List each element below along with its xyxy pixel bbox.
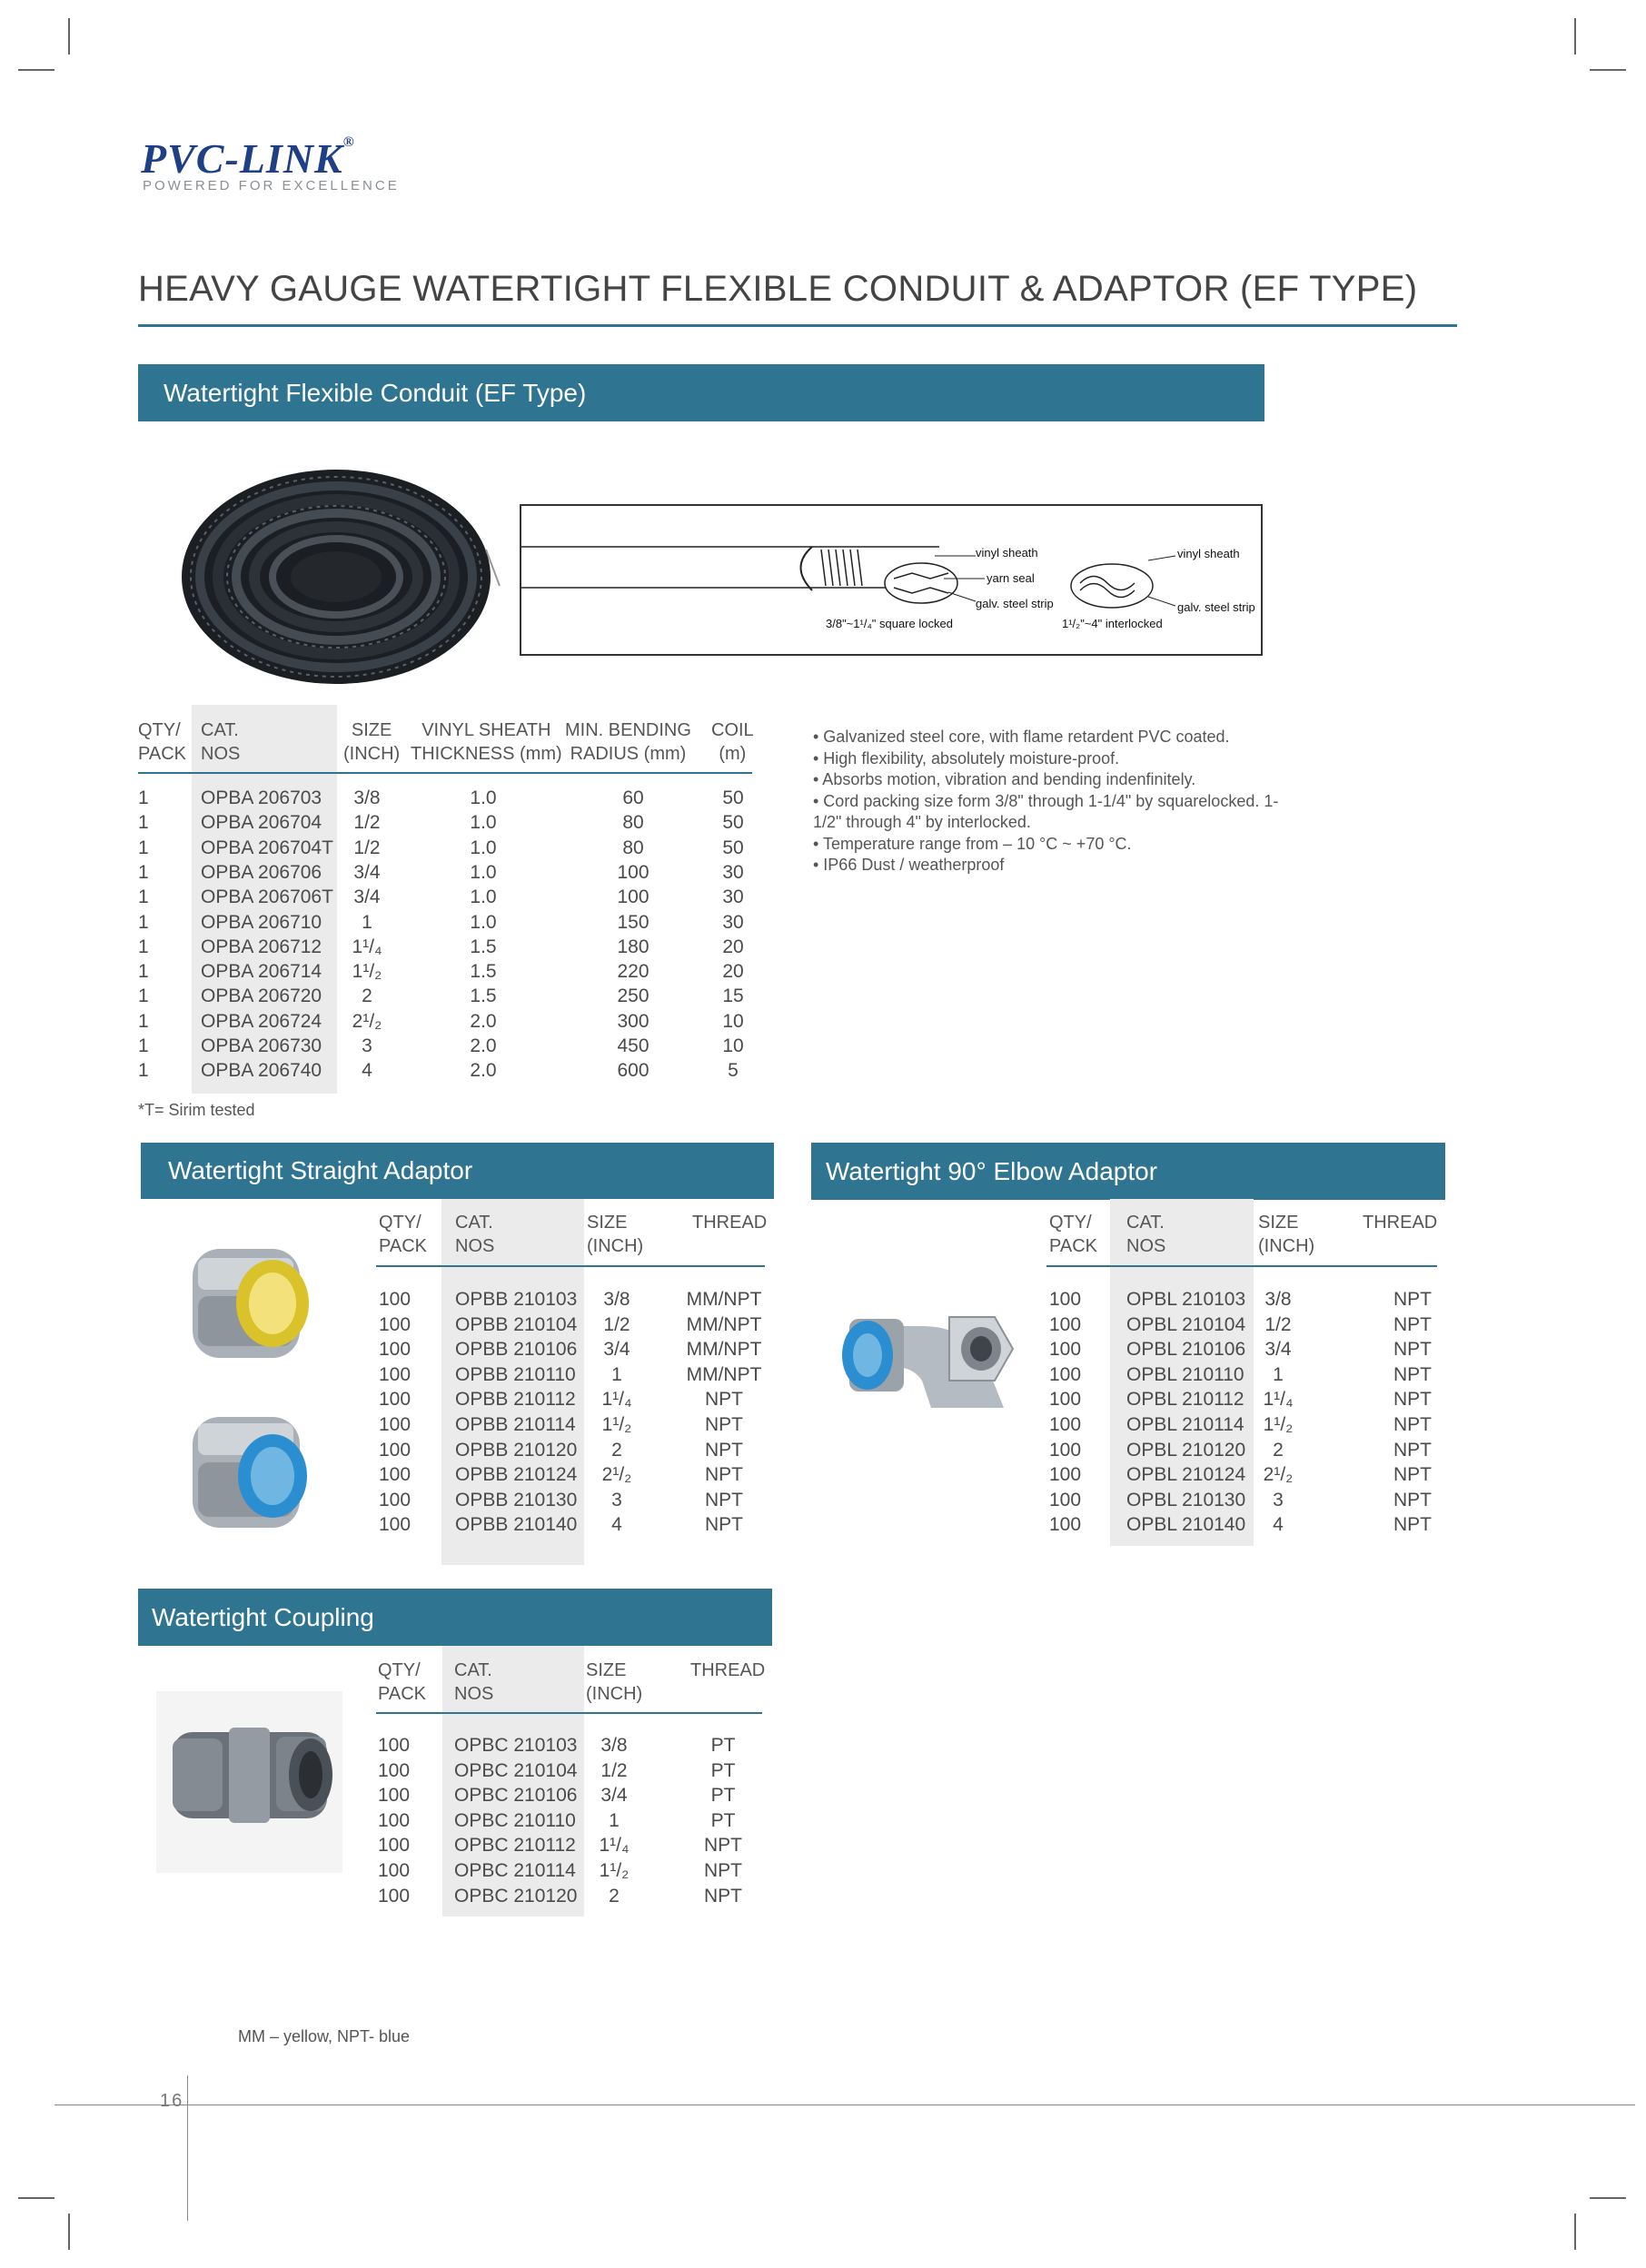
cell-thread: NPT <box>1393 1339 1432 1361</box>
cell-cat: OPBB 210106 <box>455 1339 578 1361</box>
cell-thread: MM/NPT <box>686 1363 762 1385</box>
cell-cat: OPBA 206730 <box>201 1035 322 1056</box>
col-header-bend: MIN. BENDING RADIUS (mm) <box>565 720 691 764</box>
cell-cat: OPBA 206704 <box>201 812 322 834</box>
cell-vinyl: 1.0 <box>470 886 497 908</box>
cell-vinyl: 1.0 <box>470 861 497 883</box>
cell-size: 3/4 <box>600 1785 628 1807</box>
cell-size: 1¹/₄ <box>599 1835 630 1857</box>
cell-bend: 150 <box>617 911 649 933</box>
cell-size: 3/8 <box>353 787 381 808</box>
cell-coil: 5 <box>728 1060 739 1082</box>
col-header-thread: THREAD <box>1363 1213 1438 1233</box>
cell-qty: 100 <box>1049 1289 1082 1310</box>
diagram-label: vinyl sheath <box>1177 547 1240 560</box>
cell-thread: NPT <box>705 1489 743 1510</box>
cell-size: 4 <box>611 1514 622 1536</box>
cell-vinyl: 1.0 <box>470 837 497 858</box>
cell-cat: OPBA 206704T <box>201 837 333 858</box>
cell-size: 1/2 <box>1264 1313 1292 1335</box>
cell-qty: 1 <box>138 936 149 957</box>
cell-size: 3/4 <box>353 886 381 908</box>
cell-thread: PT <box>710 1785 736 1807</box>
cell-qty: 100 <box>378 1835 411 1857</box>
cell-qty: 100 <box>379 1464 412 1486</box>
cell-cat: OPBL 210114 <box>1126 1414 1244 1435</box>
cell-thread: NPT <box>1393 1514 1432 1536</box>
cell-size: 3/8 <box>600 1735 628 1756</box>
diagram-label: vinyl sheath <box>976 546 1038 560</box>
cell-coil: 30 <box>722 911 744 933</box>
cell-thread: NPT <box>1393 1313 1432 1335</box>
page-number: 16 <box>160 2091 184 2111</box>
cell-size: 1¹/₂ <box>599 1860 630 1881</box>
cell-cat: OPBC 210120 <box>454 1885 578 1907</box>
col-header-vinyl: VINYL SHEATH THICKNESS (mm) <box>411 720 562 764</box>
crop-mark <box>1574 18 1576 54</box>
cell-qty: 100 <box>1049 1489 1082 1510</box>
cell-vinyl: 1.5 <box>470 985 497 1007</box>
cell-size: 3 <box>1273 1489 1284 1510</box>
cell-qty: 1 <box>138 1060 149 1082</box>
col-header-qty: QTY/ PACK <box>379 1213 427 1256</box>
cell-size: 3/8 <box>603 1289 630 1310</box>
cell-size: 1¹/₂ <box>601 1414 632 1435</box>
cell-qty: 1 <box>138 1010 149 1032</box>
footer-vertical-rule <box>187 2075 188 2221</box>
table-header-rule <box>376 1712 762 1714</box>
cell-thread: NPT <box>1393 1389 1432 1411</box>
feature-item: • Galvanized steel core, with flame retardent PVC coated. <box>813 728 1230 746</box>
cell-size: 1¹/₂ <box>352 961 382 983</box>
cell-bend: 100 <box>617 861 649 883</box>
col-header-size: SIZE (INCH) <box>1258 1213 1315 1256</box>
straight-table-body <box>379 1289 778 1543</box>
color-note: MM – yellow, NPT- blue <box>238 2027 411 2045</box>
feature-item: • Temperature range from – 10 °C ~ +70 °C. <box>813 834 1132 853</box>
cell-size: 1 <box>362 911 372 933</box>
cell-coil: 10 <box>722 1010 744 1032</box>
cell-qty: 100 <box>1049 1414 1082 1435</box>
cell-cat: OPBA 206703 <box>201 787 322 808</box>
coupling-table-body <box>378 1735 778 1916</box>
col-header-size: SIZE (INCH) <box>587 1213 644 1256</box>
cell-size: 1/2 <box>600 1759 628 1781</box>
cell-thread: MM/NPT <box>686 1339 762 1361</box>
cell-thread: NPT <box>705 1464 743 1486</box>
cell-size: 1¹/₂ <box>1263 1414 1294 1435</box>
cell-size: 2¹/₂ <box>1263 1464 1294 1486</box>
crop-mark <box>68 2214 70 2250</box>
cell-coil: 50 <box>722 812 744 834</box>
col-header-qty: QTY/ PACK <box>138 720 186 764</box>
cell-cat: OPBC 210112 <box>454 1835 576 1857</box>
cell-bend: 250 <box>617 985 649 1007</box>
table-header-rule <box>1046 1265 1437 1267</box>
conduit-table-body <box>138 787 756 1087</box>
diagram-label: galv. steel strip <box>1177 600 1255 614</box>
cell-qty: 100 <box>1049 1439 1082 1461</box>
cell-qty: 100 <box>378 1785 411 1807</box>
cell-thread: NPT <box>705 1414 743 1435</box>
cell-qty: 100 <box>378 1885 411 1907</box>
cell-coil: 20 <box>722 936 744 957</box>
cell-thread: NPT <box>705 1389 743 1411</box>
col-header-cat: CAT. NOS <box>1126 1213 1166 1256</box>
diagram-label: galv. steel strip <box>976 597 1054 610</box>
cell-qty: 100 <box>379 1489 412 1510</box>
cell-size: 1/2 <box>603 1313 630 1335</box>
cell-qty: 100 <box>378 1759 411 1781</box>
cell-qty: 1 <box>138 812 149 834</box>
diagram-caption: 3/8"~1¹/₄" square locked <box>826 617 953 630</box>
cell-thread: PT <box>710 1735 736 1756</box>
cell-qty: 1 <box>138 1035 149 1056</box>
cell-cat: OPBA 206714 <box>201 961 322 983</box>
section-heading-conduit: Watertight Flexible Conduit (EF Type) <box>138 364 1264 421</box>
cell-vinyl: 1.5 <box>470 936 497 957</box>
cell-cat: OPBB 210112 <box>455 1389 576 1411</box>
cell-vinyl: 1.0 <box>470 787 497 808</box>
feature-item: • Absorbs motion, vibration and bending indenfinitely. <box>813 770 1196 788</box>
cell-thread: NPT <box>1393 1414 1432 1435</box>
cell-qty: 1 <box>138 861 149 883</box>
straight-adaptor-yellow-image <box>182 1233 316 1369</box>
cell-thread: NPT <box>1393 1464 1432 1486</box>
cell-thread: MM/NPT <box>686 1289 762 1310</box>
footnote: *T= Sirim tested <box>138 1101 255 1119</box>
cell-size: 3 <box>611 1489 622 1510</box>
cell-size: 3/4 <box>1264 1339 1292 1361</box>
cell-vinyl: 2.0 <box>470 1060 497 1082</box>
cell-cat: OPBL 210130 <box>1126 1489 1246 1510</box>
cell-size: 2 <box>1273 1439 1284 1461</box>
cell-size: 1¹/₄ <box>601 1389 632 1411</box>
col-header-qty: QTY/ PACK <box>1049 1213 1097 1256</box>
cell-cat: OPBL 210140 <box>1126 1514 1246 1536</box>
feature-item: • Cord packing size form 3/8" through 1-1/4" by squarelocked. 1-1/2" through 4" by interlocked. <box>813 791 1279 831</box>
cell-size: 2¹/₂ <box>601 1464 632 1486</box>
cell-cat: OPBB 210130 <box>455 1489 578 1510</box>
crop-mark <box>1574 2214 1576 2250</box>
cell-bend: 450 <box>617 1035 649 1056</box>
brand-tagline: POWERED FOR EXCELLENCE <box>143 178 400 193</box>
cell-size: 2 <box>611 1439 622 1461</box>
section-heading-coupling: Watertight Coupling <box>138 1589 772 1646</box>
cell-size: 1¹/₄ <box>1263 1389 1294 1411</box>
elbow-table-body <box>1049 1289 1449 1543</box>
cell-size: 1/2 <box>353 837 381 858</box>
elbow-adaptor-image <box>831 1299 1022 1417</box>
cell-size: 1 <box>609 1809 620 1831</box>
cell-qty: 100 <box>379 1313 412 1335</box>
cell-qty: 100 <box>1049 1339 1082 1361</box>
cell-qty: 100 <box>379 1389 412 1411</box>
cell-bend: 220 <box>617 961 649 983</box>
cell-qty: 100 <box>379 1439 412 1461</box>
section-heading-elbow: Watertight 90° Elbow Adaptor <box>811 1143 1445 1200</box>
cell-thread: NPT <box>705 1439 743 1461</box>
cell-thread: NPT <box>704 1835 742 1857</box>
cell-vinyl: 1.0 <box>470 911 497 933</box>
diagram-caption: 1¹/₂"~4" interlocked <box>1062 617 1163 630</box>
cell-vinyl: 1.5 <box>470 961 497 983</box>
cell-qty: 100 <box>1049 1313 1082 1335</box>
cell-cat: OPBL 210106 <box>1126 1339 1246 1361</box>
page-title: HEAVY GAUGE WATERTIGHT FLEXIBLE CONDUIT & ADAPTOR (EF TYPE) <box>138 269 1418 309</box>
cell-cat: OPBB 210140 <box>455 1514 578 1536</box>
conduit-coil-image <box>173 450 509 695</box>
cell-size: 1 <box>611 1363 622 1385</box>
cell-cat: OPBB 210103 <box>455 1289 578 1310</box>
cell-size: 2¹/₂ <box>352 1010 382 1032</box>
col-header-size: SIZE (INCH) <box>343 720 401 764</box>
cell-cat: OPBB 210120 <box>455 1439 578 1461</box>
crop-mark <box>18 69 55 71</box>
cell-thread: PT <box>710 1809 736 1831</box>
cell-qty: 100 <box>1049 1464 1082 1486</box>
cell-size: 1 <box>1273 1363 1284 1385</box>
diagram-label: yarn seal <box>987 571 1035 585</box>
cell-thread: NPT <box>705 1514 743 1536</box>
col-header-size: SIZE (INCH) <box>586 1660 643 1704</box>
cell-qty: 1 <box>138 787 149 808</box>
cell-thread: NPT <box>1393 1439 1432 1461</box>
conduit-cross-section-diagram <box>520 504 1263 656</box>
crop-mark <box>18 2197 55 2199</box>
brand-logo: PVC-LINK® <box>141 134 355 182</box>
cell-thread: NPT <box>1393 1289 1432 1310</box>
cell-qty: 100 <box>379 1514 412 1536</box>
cell-coil: 30 <box>722 886 744 908</box>
cell-vinyl: 2.0 <box>470 1010 497 1032</box>
table-header-rule <box>138 772 752 774</box>
cell-cat: OPBL 210104 <box>1126 1313 1246 1335</box>
cell-qty: 100 <box>1049 1514 1082 1536</box>
cell-thread: NPT <box>1393 1363 1432 1385</box>
cell-cat: OPBA 206706T <box>201 886 333 908</box>
cell-cat: OPBL 210124 <box>1126 1464 1246 1486</box>
cell-cat: OPBA 206724 <box>201 1010 322 1032</box>
cell-qty: 100 <box>379 1414 412 1435</box>
cell-size: 4 <box>362 1060 372 1082</box>
cell-bend: 60 <box>622 787 644 808</box>
cell-cat: OPBB 210110 <box>455 1363 576 1385</box>
cell-qty: 100 <box>378 1735 411 1756</box>
cell-cat: OPBB 210104 <box>455 1313 578 1335</box>
cell-cat: OPBA 206710 <box>201 911 322 933</box>
cell-size: 4 <box>1273 1514 1284 1536</box>
cell-vinyl: 1.0 <box>470 812 497 834</box>
cell-size: 1/2 <box>353 812 381 834</box>
col-header-cat: CAT. NOS <box>455 1213 495 1256</box>
cell-thread: NPT <box>1393 1489 1432 1510</box>
cell-coil: 30 <box>722 861 744 883</box>
cell-cat: OPBL 210120 <box>1126 1439 1246 1461</box>
cell-size: 3/8 <box>1264 1289 1292 1310</box>
cell-thread: NPT <box>704 1885 742 1907</box>
section-heading-straight: Watertight Straight Adaptor <box>141 1143 774 1199</box>
cell-cat: OPBC 210106 <box>454 1785 578 1807</box>
cell-coil: 20 <box>722 961 744 983</box>
cell-cat: OPBB 210124 <box>455 1464 578 1486</box>
cell-size: 1¹/₄ <box>352 936 382 957</box>
col-header-thread: THREAD <box>690 1660 766 1680</box>
straight-adaptor-blue-image <box>182 1403 316 1540</box>
cell-cat: OPBC 210104 <box>454 1759 578 1781</box>
cell-cat: OPBA 206720 <box>201 985 322 1007</box>
cell-size: 3 <box>362 1035 372 1056</box>
cell-cat: OPBA 206712 <box>201 936 322 957</box>
cell-coil: 10 <box>722 1035 744 1056</box>
cell-bend: 80 <box>622 837 644 858</box>
cell-cat: OPBL 210110 <box>1126 1363 1244 1385</box>
cell-size: 2 <box>609 1885 620 1907</box>
cell-qty: 100 <box>1049 1363 1082 1385</box>
feature-list <box>813 727 1285 876</box>
cell-qty: 1 <box>138 837 149 858</box>
crop-mark <box>68 18 70 54</box>
cell-bend: 80 <box>622 812 644 834</box>
col-header-coil: COIL (m) <box>711 720 754 764</box>
col-header-thread: THREAD <box>692 1213 768 1233</box>
cell-qty: 1 <box>138 911 149 933</box>
cell-qty: 1 <box>138 961 149 983</box>
cell-cat: OPBC 210114 <box>454 1860 576 1881</box>
cell-bend: 300 <box>617 1010 649 1032</box>
cell-qty: 1 <box>138 985 149 1007</box>
cell-size: 3/4 <box>603 1339 630 1361</box>
cell-qty: 100 <box>379 1289 412 1310</box>
cell-qty: 100 <box>378 1860 411 1881</box>
cell-cat: OPBC 210103 <box>454 1735 578 1756</box>
col-header-cat: CAT. NOS <box>201 720 241 764</box>
cell-bend: 600 <box>617 1060 649 1082</box>
cell-coil: 50 <box>722 787 744 808</box>
feature-item: • IP66 Dust / weatherproof <box>813 856 1005 874</box>
table-header-rule <box>376 1265 765 1267</box>
cell-cat: OPBC 210110 <box>454 1809 576 1831</box>
col-header-cat: CAT. NOS <box>454 1660 494 1704</box>
cell-cat: OPBL 210103 <box>1126 1289 1246 1310</box>
cell-qty: 100 <box>379 1339 412 1361</box>
cell-qty: 100 <box>1049 1389 1082 1411</box>
cell-thread: PT <box>710 1759 736 1781</box>
cell-coil: 50 <box>722 837 744 858</box>
cell-coil: 15 <box>722 985 744 1007</box>
cell-vinyl: 2.0 <box>470 1035 497 1056</box>
cell-qty: 1 <box>138 886 149 908</box>
cell-size: 2 <box>362 985 372 1007</box>
cell-cat: OPBB 210114 <box>455 1414 576 1435</box>
cell-thread: MM/NPT <box>686 1313 762 1335</box>
cell-bend: 180 <box>617 936 649 957</box>
cell-bend: 100 <box>617 886 649 908</box>
cell-size: 3/4 <box>353 861 381 883</box>
crop-mark <box>1590 69 1626 71</box>
title-divider <box>138 324 1457 327</box>
feature-item: • High flexibility, absolutely moisture-proof. <box>813 748 1120 768</box>
cell-thread: NPT <box>704 1860 742 1881</box>
cell-cat: OPBA 206740 <box>201 1060 322 1082</box>
cell-qty: 100 <box>378 1809 411 1831</box>
crop-mark <box>1590 2197 1626 2199</box>
cell-cat: OPBA 206706 <box>201 861 322 883</box>
cell-cat: OPBL 210112 <box>1126 1389 1244 1411</box>
cell-qty: 100 <box>379 1363 412 1385</box>
col-header-qty: QTY/ PACK <box>378 1660 426 1704</box>
coupling-image <box>156 1691 342 1873</box>
